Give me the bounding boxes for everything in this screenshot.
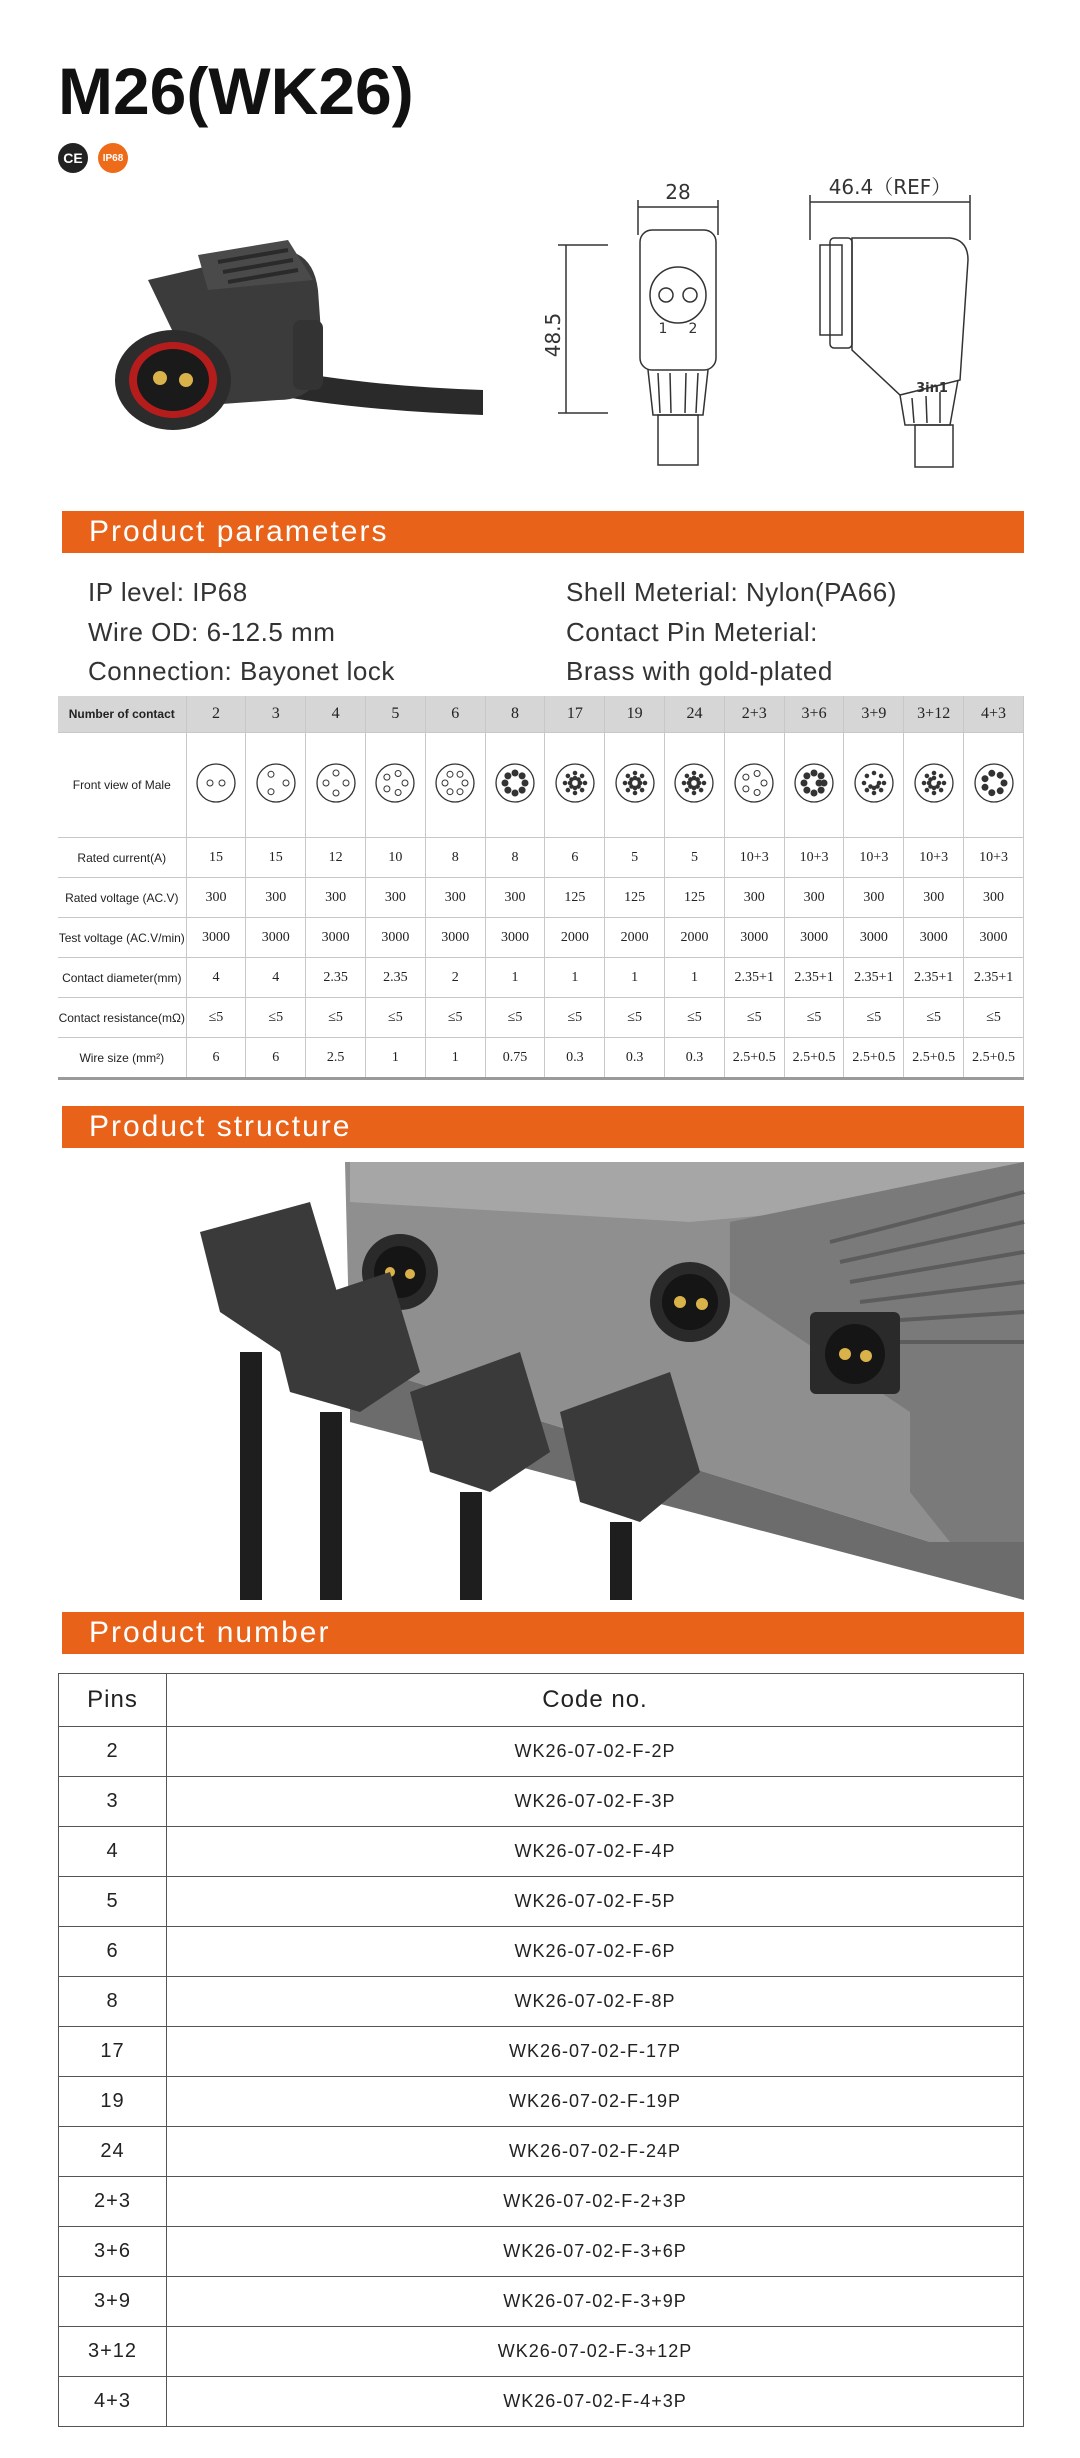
contact-diameter-cell: 1 <box>665 958 725 998</box>
param-shell-material: Shell Meterial: Nylon(PA66) <box>566 577 897 607</box>
contact-diameter-cell: 2.35+1 <box>904 958 964 998</box>
test-voltage-cell: 2000 <box>605 918 665 958</box>
front-view-cell <box>485 733 545 838</box>
rated-voltage-cell: 300 <box>365 878 425 918</box>
contact-diameter-cell: 2 <box>425 958 485 998</box>
contact-count-cell: 8 <box>485 696 545 733</box>
table-row <box>59 1927 1024 1977</box>
contact-resistance-cell: ≤5 <box>425 998 485 1038</box>
test-voltage-cell: 3000 <box>365 918 425 958</box>
contact-resistance-cell: ≤5 <box>784 998 844 1038</box>
table-row <box>59 1877 1024 1927</box>
contact-resistance-cell: ≤5 <box>605 998 665 1038</box>
rated-current-cell: 8 <box>485 838 545 878</box>
contact-count-cell: 2 <box>186 696 246 733</box>
contact-diameter-cell: 4 <box>246 958 306 998</box>
row-header-contacts: Number of contact <box>58 696 186 733</box>
code-cell: WK26-07-02-F-6P <box>167 1927 1024 1977</box>
contact-resistance-cell: ≤5 <box>485 998 545 1038</box>
contact-diameter-cell: 2.35+1 <box>964 958 1024 998</box>
wire-size-cell: 1 <box>425 1038 485 1079</box>
front-view-cell <box>964 733 1024 838</box>
pin-layout-icon <box>792 761 836 805</box>
contact-diameter-cell: 2.35 <box>306 958 366 998</box>
code-cell: WK26-07-02-F-4P <box>167 1827 1024 1877</box>
contact-count-cell: 4+3 <box>964 696 1024 733</box>
row-header-diameter: Contact diameter(mm) <box>58 958 186 998</box>
param-ip-level: IP level: IP68 <box>88 577 248 607</box>
contact-diameter-cell: 4 <box>186 958 246 998</box>
contact-count-cell: 3+12 <box>904 696 964 733</box>
code-cell: WK26-07-02-F-5P <box>167 1877 1024 1927</box>
rated-current-cell: 12 <box>306 838 366 878</box>
rated-current-cell: 10+3 <box>784 838 844 878</box>
pin-layout-icon <box>553 761 597 805</box>
pin-label: 2 <box>688 321 698 337</box>
test-voltage-cell: 3000 <box>904 918 964 958</box>
rated-current-cell: 10+3 <box>724 838 784 878</box>
contact-resistance-cell: ≤5 <box>186 998 246 1038</box>
rated-voltage-cell: 300 <box>724 878 784 918</box>
pins-cell: 6 <box>59 1927 167 1977</box>
code-cell: WK26-07-02-F-2+3P <box>167 2177 1024 2227</box>
pin-layout-icon <box>852 761 896 805</box>
rated-current-cell: 10+3 <box>844 838 904 878</box>
front-view-cell <box>545 733 605 838</box>
rated-voltage-cell: 300 <box>306 878 366 918</box>
pins-cell: 3+12 <box>59 2327 167 2377</box>
rated-voltage-cell: 300 <box>844 878 904 918</box>
table-row <box>59 2077 1024 2127</box>
rated-voltage-cell: 300 <box>904 878 964 918</box>
code-cell: WK26-07-02-F-19P <box>167 2077 1024 2127</box>
wire-size-cell: 2.5+0.5 <box>904 1038 964 1079</box>
code-cell: WK26-07-02-F-3+12P <box>167 2327 1024 2377</box>
wire-size-cell: 2.5 <box>306 1038 366 1079</box>
pins-cell: 24 <box>59 2127 167 2177</box>
front-view-cell <box>605 733 665 838</box>
front-view-cell <box>365 733 425 838</box>
contact-count-cell: 5 <box>365 696 425 733</box>
ce-mark-icon: CE <box>58 143 88 173</box>
code-cell: WK26-07-02-F-24P <box>167 2127 1024 2177</box>
wire-size-cell: 2.5+0.5 <box>784 1038 844 1079</box>
pin-layout-icon <box>493 761 537 805</box>
side-dimension-drawing <box>800 175 1000 470</box>
table-row <box>59 1727 1024 1777</box>
table-row <box>59 1827 1024 1877</box>
rated-current-cell: 15 <box>246 838 306 878</box>
side-width-label: 46.4（REF） <box>828 175 952 199</box>
code-cell: WK26-07-02-F-8P <box>167 1977 1024 2027</box>
pins-cell: 4+3 <box>59 2377 167 2427</box>
front-view-cell <box>306 733 366 838</box>
front-height-label: 48.5 <box>541 312 565 358</box>
code-cell: WK26-07-02-F-4+3P <box>167 2377 1024 2427</box>
column-header-code: Code no. <box>167 1674 1024 1727</box>
front-view-cell <box>844 733 904 838</box>
wire-size-cell: 0.75 <box>485 1038 545 1079</box>
rated-voltage-cell: 300 <box>964 878 1024 918</box>
contact-count-cell: 6 <box>425 696 485 733</box>
contact-resistance-cell: ≤5 <box>246 998 306 1038</box>
contact-diameter-cell: 2.35+1 <box>724 958 784 998</box>
rated-voltage-cell: 300 <box>485 878 545 918</box>
front-view-cell <box>724 733 784 838</box>
table-row <box>59 2177 1024 2227</box>
pins-cell: 5 <box>59 1877 167 1927</box>
contact-count-cell: 3+9 <box>844 696 904 733</box>
contact-count-cell: 3+6 <box>784 696 844 733</box>
contact-count-cell: 4 <box>306 696 366 733</box>
test-voltage-cell: 3000 <box>246 918 306 958</box>
rated-current-cell: 15 <box>186 838 246 878</box>
product-structure-photo <box>270 1162 1024 1600</box>
front-view-cell <box>186 733 246 838</box>
pin-layout-icon <box>194 761 238 805</box>
param-contact-pin-material: Contact Pin Meterial: <box>566 617 818 647</box>
code-cell: WK26-07-02-F-3+6P <box>167 2227 1024 2277</box>
contact-resistance-cell: ≤5 <box>844 998 904 1038</box>
spec-table <box>58 696 1024 1080</box>
table-row <box>59 2127 1024 2177</box>
pins-cell: 3+9 <box>59 2277 167 2327</box>
section-header-number: Product number <box>62 1612 1024 1654</box>
front-width-label: 28 <box>665 180 691 204</box>
contact-count-cell: 24 <box>665 696 725 733</box>
page-title: M26(WK26) <box>58 54 414 128</box>
front-view-cell <box>665 733 725 838</box>
contact-resistance-cell: ≤5 <box>904 998 964 1038</box>
wire-size-cell: 2.5+0.5 <box>964 1038 1024 1079</box>
rated-voltage-cell: 300 <box>186 878 246 918</box>
pin-layout-icon <box>254 761 298 805</box>
test-voltage-cell: 2000 <box>545 918 605 958</box>
rated-voltage-cell: 125 <box>665 878 725 918</box>
rated-current-cell: 10+3 <box>904 838 964 878</box>
table-row <box>59 2377 1024 2427</box>
rated-current-cell: 5 <box>665 838 725 878</box>
pins-cell: 4 <box>59 1827 167 1877</box>
wire-size-cell: 2.5+0.5 <box>844 1038 904 1079</box>
test-voltage-cell: 3000 <box>784 918 844 958</box>
test-voltage-cell: 3000 <box>724 918 784 958</box>
column-header-pins: Pins <box>59 1674 167 1727</box>
table-row <box>59 1777 1024 1827</box>
pin-layout-icon <box>613 761 657 805</box>
test-voltage-cell: 3000 <box>964 918 1024 958</box>
code-cell: WK26-07-02-F-17P <box>167 2027 1024 2077</box>
pins-cell: 3+6 <box>59 2227 167 2277</box>
pin-layout-icon <box>433 761 477 805</box>
contact-count-cell: 2+3 <box>724 696 784 733</box>
contact-count-cell: 19 <box>605 696 665 733</box>
contact-diameter-cell: 2.35+1 <box>784 958 844 998</box>
rated-current-cell: 10 <box>365 838 425 878</box>
wire-size-cell: 6 <box>186 1038 246 1079</box>
test-voltage-cell: 3000 <box>844 918 904 958</box>
front-view-cell <box>425 733 485 838</box>
param-wire-od: Wire OD: 6-12.5 mm <box>88 617 336 647</box>
section-header-structure: Product structure <box>62 1106 1024 1148</box>
test-voltage-cell: 3000 <box>425 918 485 958</box>
pins-cell: 2 <box>59 1727 167 1777</box>
contact-count-cell: 17 <box>545 696 605 733</box>
row-header-test-voltage: Test voltage (AC.V/min) <box>58 918 186 958</box>
contact-diameter-cell: 1 <box>605 958 665 998</box>
contact-diameter-cell: 1 <box>485 958 545 998</box>
code-cell: WK26-07-02-F-3+9P <box>167 2277 1024 2327</box>
wire-size-cell: 0.3 <box>665 1038 725 1079</box>
row-header-wire-size: Wire size (mm²) <box>58 1038 186 1079</box>
side-marking-label: 3in1 <box>916 381 948 396</box>
rated-voltage-cell: 300 <box>784 878 844 918</box>
rated-current-cell: 5 <box>605 838 665 878</box>
front-view-cell <box>904 733 964 838</box>
pins-cell: 19 <box>59 2077 167 2127</box>
test-voltage-cell: 3000 <box>485 918 545 958</box>
wire-size-cell: 2.5+0.5 <box>724 1038 784 1079</box>
row-header-voltage: Rated voltage (AC.V) <box>58 878 186 918</box>
pin-layout-icon <box>314 761 358 805</box>
row-header-current: Rated current(A) <box>58 838 186 878</box>
pin-label: 1 <box>658 321 668 337</box>
front-view-cell <box>784 733 844 838</box>
contact-resistance-cell: ≤5 <box>724 998 784 1038</box>
param-connection: Connection: Bayonet lock <box>88 656 395 686</box>
rated-current-cell: 6 <box>545 838 605 878</box>
test-voltage-cell: 3000 <box>306 918 366 958</box>
wire-size-cell: 1 <box>365 1038 425 1079</box>
connector-photo <box>88 210 488 440</box>
table-row <box>59 2327 1024 2377</box>
rated-current-cell: 10+3 <box>964 838 1024 878</box>
pin-layout-icon <box>732 761 776 805</box>
contact-resistance-cell: ≤5 <box>365 998 425 1038</box>
contact-resistance-cell: ≤5 <box>665 998 725 1038</box>
pin-layout-icon <box>972 761 1016 805</box>
wire-size-cell: 6 <box>246 1038 306 1079</box>
table-row <box>59 2027 1024 2077</box>
pin-layout-icon <box>912 761 956 805</box>
test-voltage-cell: 3000 <box>186 918 246 958</box>
section-header-parameters: Product parameters <box>62 511 1024 553</box>
row-header-resistance: Contact resistance(mΩ) <box>58 998 186 1038</box>
table-row <box>59 2277 1024 2327</box>
contact-diameter-cell: 2.35+1 <box>844 958 904 998</box>
front-dimension-drawing <box>541 180 778 475</box>
rated-current-cell: 8 <box>425 838 485 878</box>
wire-size-cell: 0.3 <box>605 1038 665 1079</box>
table-row <box>59 2227 1024 2277</box>
pins-cell: 3 <box>59 1777 167 1827</box>
product-number-table <box>58 1673 1024 2427</box>
row-header-front-view: Front view of Male <box>58 733 186 838</box>
code-cell: WK26-07-02-F-2P <box>167 1727 1024 1777</box>
wire-size-cell: 0.3 <box>545 1038 605 1079</box>
param-plating: Brass with gold-plated <box>566 656 833 686</box>
front-view-cell <box>246 733 306 838</box>
rated-voltage-cell: 300 <box>425 878 485 918</box>
rated-voltage-cell: 125 <box>605 878 665 918</box>
pins-cell: 8 <box>59 1977 167 2027</box>
contact-resistance-cell: ≤5 <box>545 998 605 1038</box>
contact-diameter-cell: 1 <box>545 958 605 998</box>
pin-layout-icon <box>672 761 716 805</box>
contact-count-cell: 3 <box>246 696 306 733</box>
pin-layout-icon <box>373 761 417 805</box>
contact-resistance-cell: ≤5 <box>306 998 366 1038</box>
rated-voltage-cell: 125 <box>545 878 605 918</box>
contact-diameter-cell: 2.35 <box>365 958 425 998</box>
rated-voltage-cell: 300 <box>246 878 306 918</box>
contact-resistance-cell: ≤5 <box>964 998 1024 1038</box>
pins-cell: 17 <box>59 2027 167 2077</box>
pins-cell: 2+3 <box>59 2177 167 2227</box>
test-voltage-cell: 2000 <box>665 918 725 958</box>
table-row <box>59 1977 1024 2027</box>
ip68-badge-icon: IP68 <box>98 143 128 173</box>
code-cell: WK26-07-02-F-3P <box>167 1777 1024 1827</box>
